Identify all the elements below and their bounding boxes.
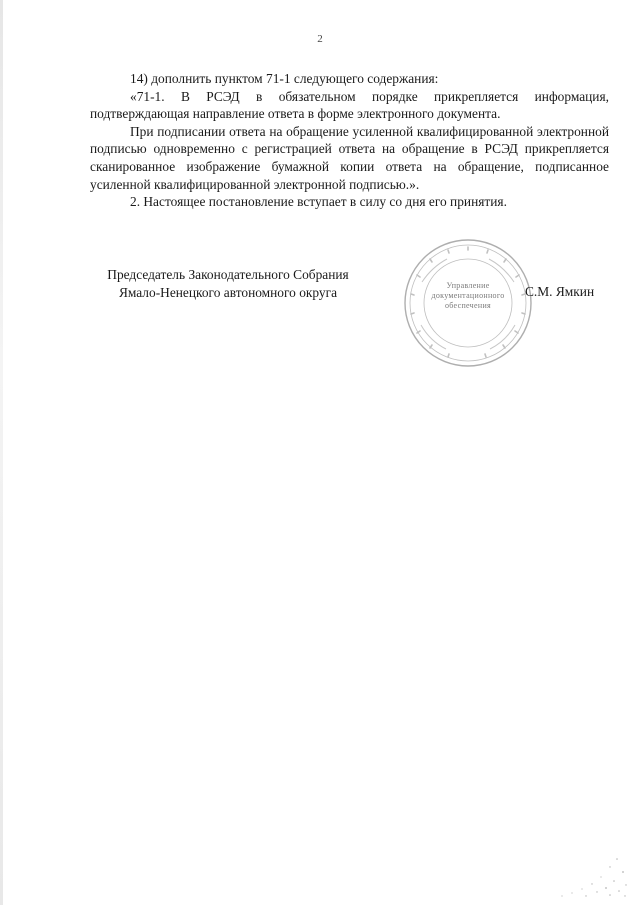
- stamp-inner-line2: документационного: [431, 291, 505, 300]
- signature-title-line2: Ямало-Ненецкого автономного округа: [118, 284, 338, 300]
- paragraph-item-71-1: «71-1. В РСЭД в обязательном порядке прикрепляется информация, подтверждающая направление ответа в форме электронного документа.: [90, 88, 609, 122]
- paragraph-signing-rule: При подписании ответа на обращение усиленной квалифицированной электронной подписью одновременно с регистрацией ответа на обращение в РСЭД прикрепляется сканированное изображение бумажной копии ответа на обращение, подписанное усиленной квалифицированной электронной подписью.».: [90, 123, 609, 192]
- paragraph-amendment-14: 14) дополнить пунктом 71-1 следующего содержания:: [130, 71, 439, 86]
- stamp-inner-text: [424, 281, 512, 321]
- page-left-edge: [0, 0, 3, 905]
- scan-artifact: [522, 839, 632, 899]
- stamp-inner-line1: Управление: [446, 281, 490, 290]
- paragraph-effective-date: 2. Настоящее постановление вступает в силу со дня его принятия.: [130, 194, 507, 210]
- signature-title-block: [92, 266, 364, 301]
- signature-title-line1: Председатель Законодательного Собрания: [107, 267, 349, 282]
- stamp-inner-line3: обеспечения: [444, 301, 491, 310]
- document-body: [90, 70, 609, 211]
- page-number: 2: [317, 33, 323, 45]
- signer-name: С.М. Ямкин: [525, 284, 595, 299]
